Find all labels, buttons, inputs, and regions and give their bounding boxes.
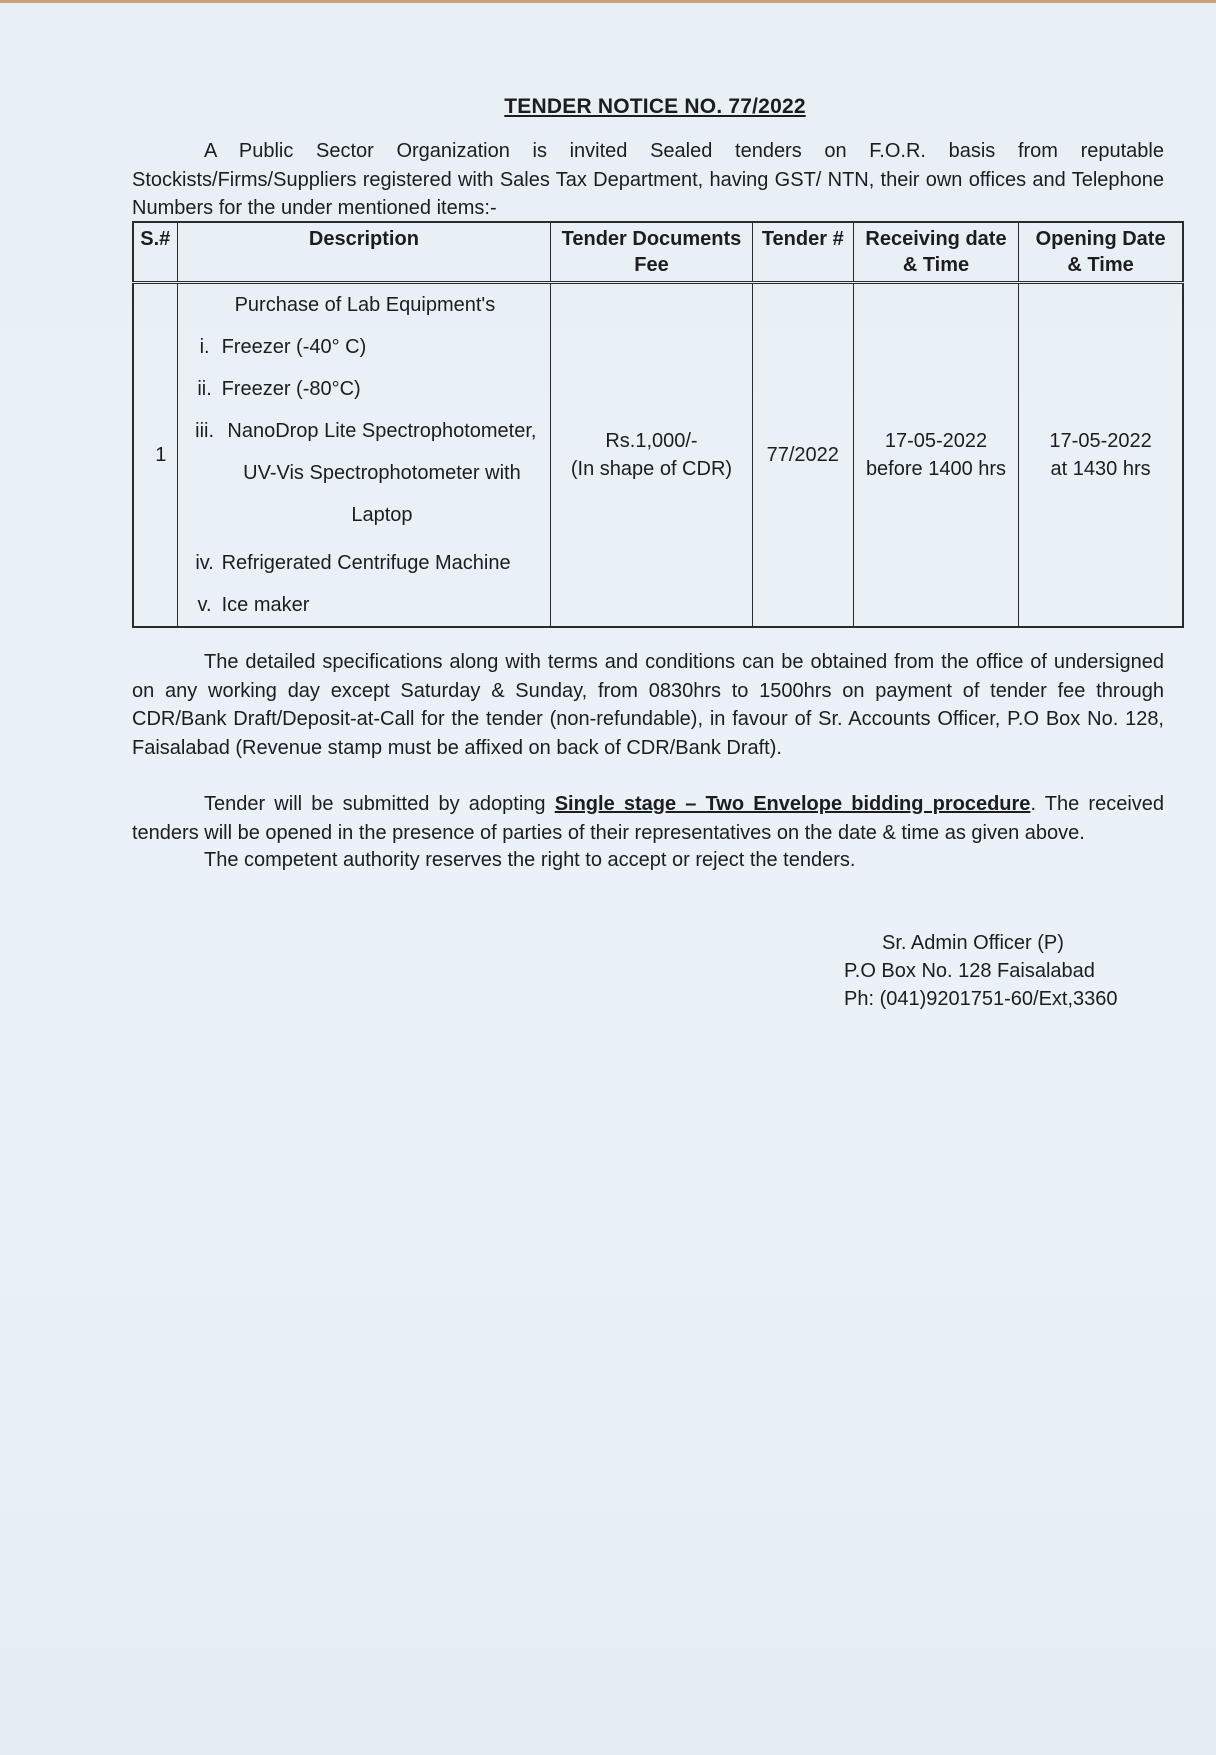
fee-amount: Rs.1,000/-: [605, 430, 698, 452]
header-tender-no: Tender #: [752, 222, 853, 283]
submission-procedure: Single stage – Two Envelope bidding procedure: [554, 793, 1031, 815]
header-opening-line2: & Time: [1067, 254, 1134, 276]
submission-paragraph: [132, 790, 1164, 847]
receiving-date: 17-05-2022: [884, 430, 988, 452]
header-fee-line2: Fee: [634, 254, 669, 276]
list-item-numeral: iv.: [195, 552, 214, 574]
cell-tender-no: 77/2022: [752, 283, 853, 628]
header-sno: S.#: [133, 222, 177, 283]
header-fee: [551, 222, 752, 283]
submission-text-before: Tender will be submitted by adopting: [204, 793, 555, 815]
header-receiving-line2: & Time: [902, 254, 970, 276]
specifications-paragraph: The detailed specifications along with terms and conditions can be obtained from the office of undersigned on any working day except Saturday & Sunday, from 0830hrs to 1500hrs on payment of tender fee through CDR/Bank Draft/Deposit-at-Call for the tender (non-refundable), in favour of Sr. Accounts Officer, P.O Box No. 128, Faisalabad (Revenue stamp must be affixed on back of CDR/Bank Draft).: [132, 651, 1164, 759]
list-item: [188, 548, 543, 578]
list-item-numeral: iii.: [195, 420, 215, 442]
cell-sno: 1: [133, 283, 177, 628]
table-header-row: [133, 222, 1183, 283]
opening-date: 17-05-2022: [1049, 430, 1152, 452]
page-top-edge: [0, 0, 1216, 3]
list-item: [188, 374, 543, 404]
signature-title: Sr. Admin Officer (P): [882, 932, 1064, 954]
description-title: Purchase of Lab Equipment's: [234, 294, 496, 316]
submission-text-after: . The received tenders will be opened in the presence of parties of their representatives on the date & time as given above.: [132, 793, 1165, 844]
header-description: Description: [177, 222, 551, 283]
authority-paragraph: The competent authority reserves the right to accept or reject the tenders.: [204, 849, 856, 871]
signature-phone: Ph: (041)9201751-60/Ext,3360: [844, 988, 1118, 1010]
header-fee-line1: Tender Documents: [561, 228, 742, 250]
list-item: [188, 332, 543, 362]
list-item-numeral: ii.: [197, 378, 212, 400]
header-receiving-line1: Receiving date: [865, 228, 1007, 250]
header-opening: [1019, 222, 1183, 283]
header-opening-line1: Opening Date: [1035, 228, 1166, 250]
header-receiving: [853, 222, 1018, 283]
signature-block: [844, 929, 1118, 1013]
cell-description: [177, 283, 551, 628]
opening-time: at 1430 hrs: [1050, 458, 1151, 480]
cell-opening: [1019, 283, 1183, 628]
list-item-text: Refrigerated Centrifuge Machine: [221, 552, 511, 574]
list-item-numeral: i.: [199, 336, 210, 358]
table-row: [133, 283, 1183, 628]
list-item-text: Freezer (-40° C): [221, 336, 367, 358]
list-item-text: NanoDrop Lite Spectrophotometer, UV-Vis Spectrophotometer with Laptop: [227, 420, 537, 526]
intro-paragraph: A Public Sector Organization is invited Sealed tenders on F.O.R. basis from reputable Stockists/Firms/Suppliers registered with Sales Tax Department, having GST/ NTN, their own offices and Telephone Numbers for the under mentioned items:-: [132, 140, 1164, 219]
fee-note: (In shape of CDR): [570, 458, 733, 480]
notice-title: TENDER NOTICE NO. 77/2022: [504, 95, 806, 118]
list-item: [188, 590, 543, 620]
list-item-text: Ice maker: [221, 594, 310, 616]
cell-fee: [551, 283, 752, 628]
list-item-text: Freezer (-80°C): [221, 378, 361, 400]
receiving-time: before 1400 hrs: [865, 458, 1007, 480]
list-item: [188, 416, 543, 536]
cell-receiving: [853, 283, 1018, 628]
tender-table: [132, 221, 1184, 628]
list-item-numeral: v.: [197, 594, 212, 616]
signature-address: P.O Box No. 128 Faisalabad: [844, 960, 1095, 982]
